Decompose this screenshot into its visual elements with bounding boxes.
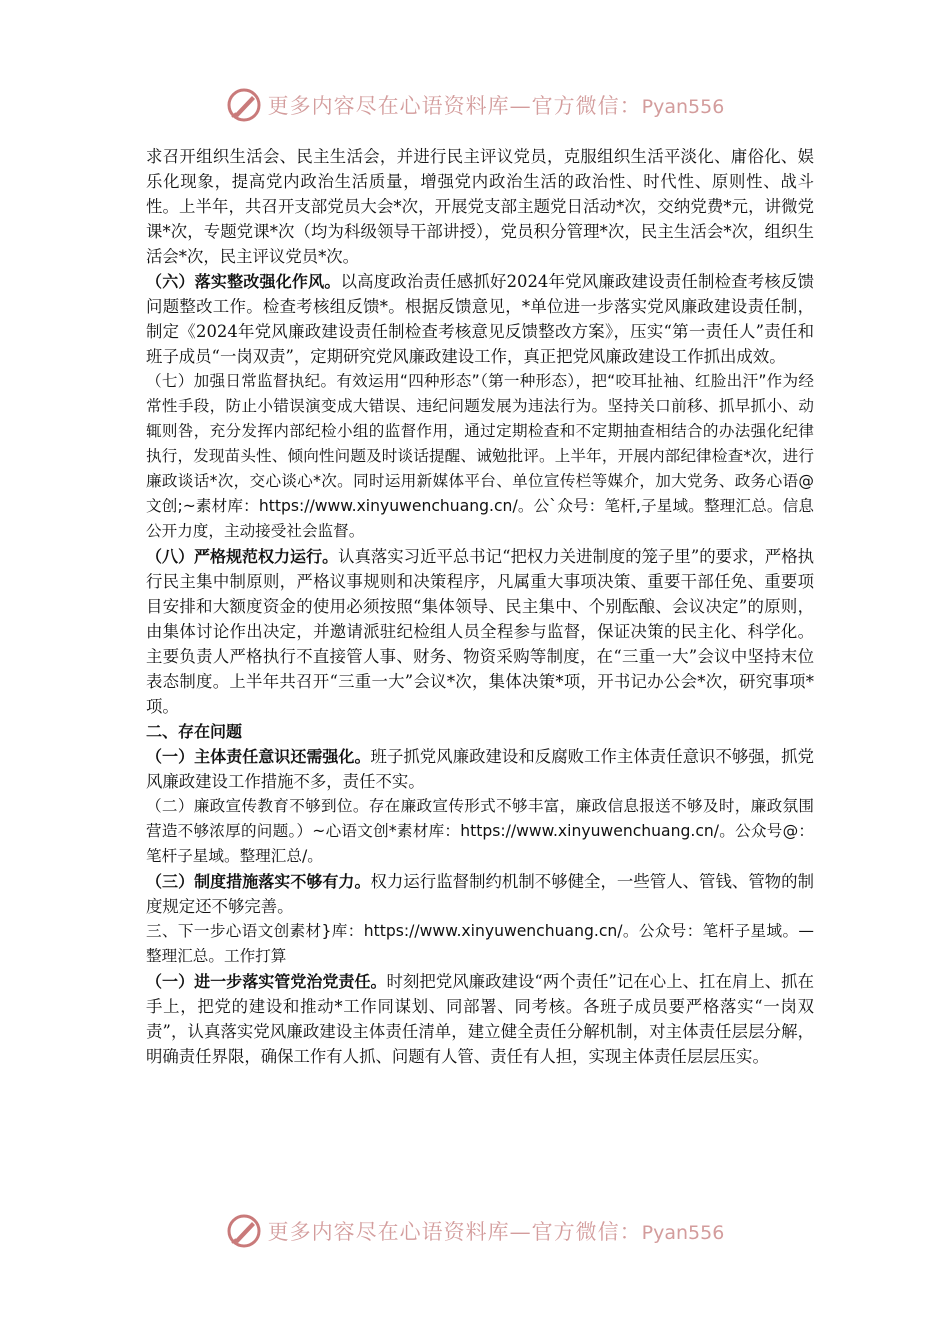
quill-logo-icon bbox=[226, 1213, 262, 1249]
paragraph-plan-1: （一）进一步落实管党治党责任。时刻把党风廉政建设“两个责任”记在心上、扛在肩上、抓在手上，把党的建设和推动*工作同谋划、同部署、同考核。各班子成员要严格落实“一岗双责”，认真落实党风廉政建设主体责任清单，建立健全责任分解机制，对主体责任层层分解，明确责任界限，确保工作有人抓、问题有人管、责任有人担，实现主体责任层层压实。 bbox=[146, 972, 814, 1066]
banner-wechat-id: Pyan556 bbox=[641, 1222, 725, 1244]
footer-banner bbox=[0, 1209, 950, 1253]
header-banner bbox=[0, 83, 950, 127]
paragraph-section-7: （七）加强日常监督执纪。有效运用“四种形态”（第一种形态），把“咬耳扯袖、红脸出汗”作为经常性手段，防止小错误演变成大错误、违纪问题发展为违法行为。坚持关口前移、抓早抓小、动辄则咎，充分发挥内部纪检小组的监督作用，通过定期检查和不定期抽查相结合的办法强化纪律执行，发现苗头性、倾向性问题及时谈话提醒、诫勉批评。上半年，开展内部纪律检查*次，进行廉政谈话*次，交心谈心*次。同时运用新媒体平台、单位宣传栏等媒介，加大党务、政务心语@文创;~素材库：https://www.xinyuwenchuang.cn/。公`众号：笔杆,子星域。整理汇总。信息公开力度，主动接受社会监督。 bbox=[146, 372, 814, 540]
document-body bbox=[146, 144, 814, 1069]
heading-next-steps: 三、下一步心语文创素材}库：https://www.xinyuwenchuang.cn/。公众号：笔杆子星域。—整理汇总。工作打算 bbox=[146, 922, 814, 965]
banner-text: 更多内容尽在心语资料库—官方微信：Pyan556 bbox=[267, 94, 725, 118]
quill-logo-icon bbox=[226, 87, 262, 123]
heading-problems: 二、存在问题 bbox=[146, 722, 243, 741]
paragraph-section-6: （六）落实整改强化作风。以高度政治责任感抓好2024年党风廉政建设责任制检查考核反馈问题整改工作。检查考核组反馈*。根据反馈意见，*单位进一步落实党风廉政建设责任制，制定《2024年党风廉政建设责任制检查考核意见反馈整改方案》，压实“第一责任人”责任和班子成员“一岗双责”，定期研究党风廉政建设工作，真正把党风廉政建设工作抓出成效。 bbox=[146, 272, 814, 366]
paragraph-section-8: （八）严格规范权力运行。认真落实习近平总书记“把权力关进制度的笼子里”的要求，严格执行民主集中制原则，严格议事规则和决策程序，凡属重大事项决策、重要干部任免、重要项目安排和大额度资金的使用必须按照“集体领导、民主集中、个别酝酿、会议决定”的原则，由集体讨论作出决定，并邀请派驻纪检组人员全程参与监督，保证决策的民主化、科学化。主要负责人严格执行不直接管人事、财务、物资采购等制度，在“三重一大”会议中坚持末位表态制度。上半年共召开“三重一大”会议*次，集体决策*项，开书记办公会*次，研究事项*项。 bbox=[146, 547, 814, 716]
banner-wechat-id: Pyan556 bbox=[641, 96, 725, 118]
paragraph-problem-3: （三）制度措施落实不够有力。权力运行监督制约机制不够健全，一些管人、管钱、管物的制度规定还不够完善。 bbox=[146, 872, 814, 916]
paragraph-problem-2: （二）廉政宣传教育不够到位。存在廉政宣传形式不够丰富，廉政信息报送不够及时，廉政氛围营造不够浓厚的问题。）~心语文创*素材库：https://www.xinyuwenchuang.cn/。公众号@：笔杆子星域。整理汇总/。 bbox=[146, 797, 814, 865]
paragraph-1: 求召开组织生活会、民主生活会，并进行民主评议党员，克服组织生活平淡化、庸俗化、娱乐化现象，提高党内政治生活质量，增强党内政治生活的政治性、时代性、原则性、战斗性。上半年，共召开支部党员大会*次，开展党支部主题党日活动*次，交纳党费*元，讲微党课*次，专题党课*次（均为科级领导干部讲授），党员积分管理*次，民主生活会*次，组织生活会*次，民主评议党员*次。 bbox=[146, 147, 814, 266]
paragraph-problem-1: （一）主体责任意识还需强化。班子抓党风廉政建设和反腐败工作主体责任意识不够强，抓党风廉政建设工作措施不多，责任不实。 bbox=[146, 747, 814, 791]
banner-text: 更多内容尽在心语资料库—官方微信：Pyan556 bbox=[267, 1220, 725, 1244]
